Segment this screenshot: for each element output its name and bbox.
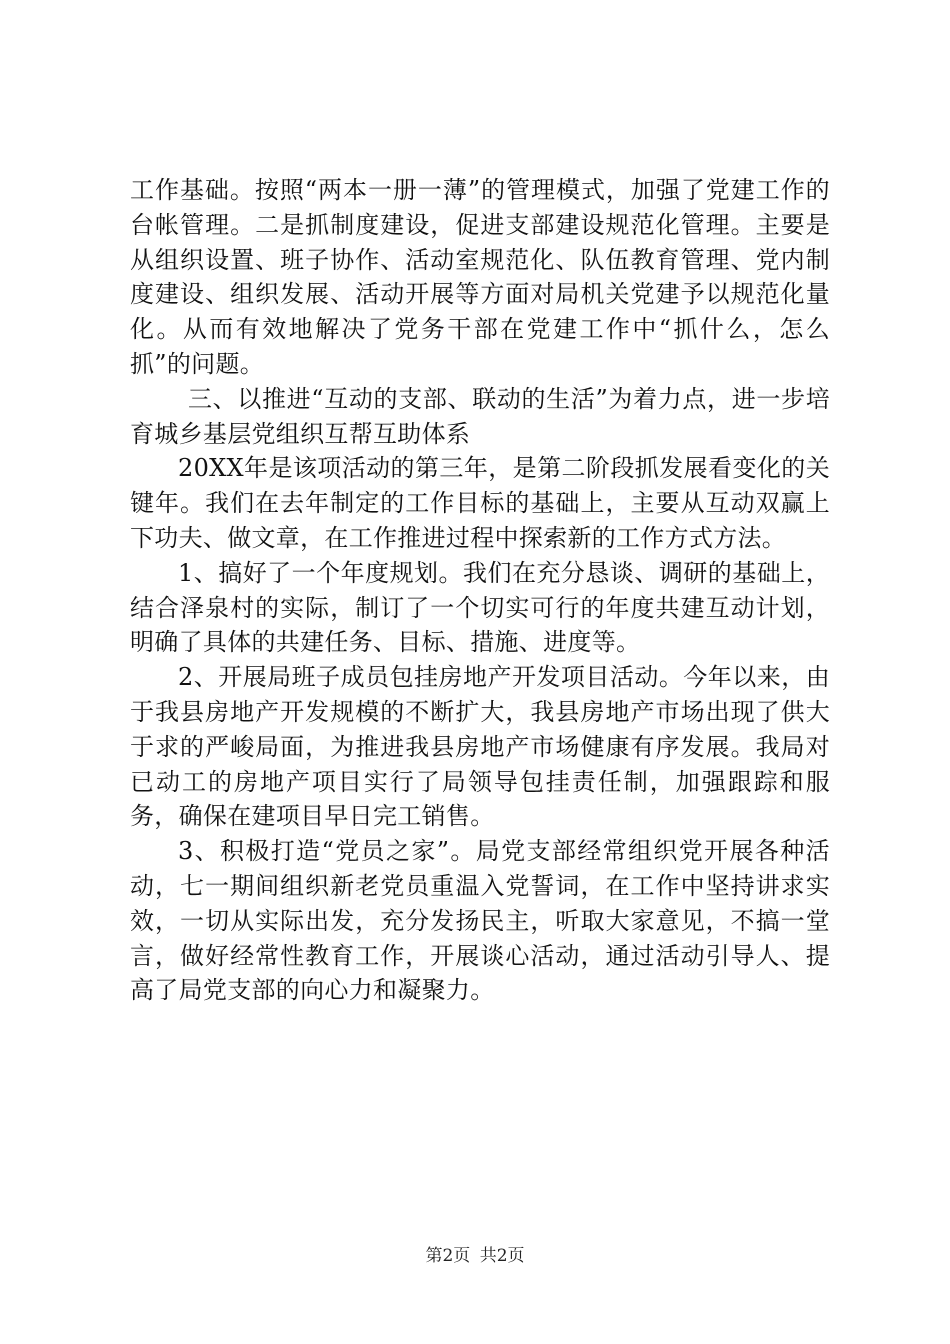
paragraph-item-1: 1、搞好了一个年度规划。我们在充分恳谈、调研的基础上，结合泽泉村的实际，制订了一个切实可行的年度共建互动计划，明确了具体的共建任务、目标、措施、进度等。 [130,558,830,657]
page-total: 共2页 [479,1246,525,1266]
paragraph-item-2: 2、开展局班子成员包挂房地产开发项目活动。今年以来，由于我县房地产开发规模的不断扩大，我县房地产市场出现了供大于求的严峻局面，为推进我县房地产市场健康有序发展。我局对已动工的房地产项目实行了局领导包挂责任制，加强跟踪和服务，确保在建项目早日完工销售。 [130,663,830,831]
page-footer [0,1244,950,1268]
paragraph-item-3: 3、积极打造“党员之家”。局党支部经常组织党开展各种活动，七一期间组织新老党员重温入党誓词，在工作中坚持讲求实效，一切从实际出发，充分发扬民主，听取大家意见，不搞一堂言，做好经常性教育工作，开展谈心活动，通过活动引导人、提高了局党支部的向心力和凝聚力。 [130,837,830,1005]
page-number: 第2页 [425,1246,471,1266]
paragraph-continuation: 工作基础。按照“两本一册一薄”的管理模式，加强了党建工作的台帐管理。二是抓制度建设，促进支部建设规范化管理。主要是从组织设置、班子协作、活动室规范化、队伍教育管理、党内制度建设、组织发展、活动开展等方面对局机关党建予以规范化量化。从而有效地解决了党务干部在党建工作中“抓什么，怎么抓”的问题。 [130,176,830,378]
document-body [130,173,830,1008]
paragraph-intro: 20XX年是该项活动的第三年，是第二阶段抓发展看变化的关键年。我们在去年制定的工作目标的基础上，主要从互动双赢上下功夫、做文章，在工作推进过程中探索新的工作方式方法。 [130,454,830,552]
section-heading-three: 三、以推进“互动的支部、联动的生活”为着力点，进一步培育城乡基层党组织互帮互助体系 [130,384,830,448]
